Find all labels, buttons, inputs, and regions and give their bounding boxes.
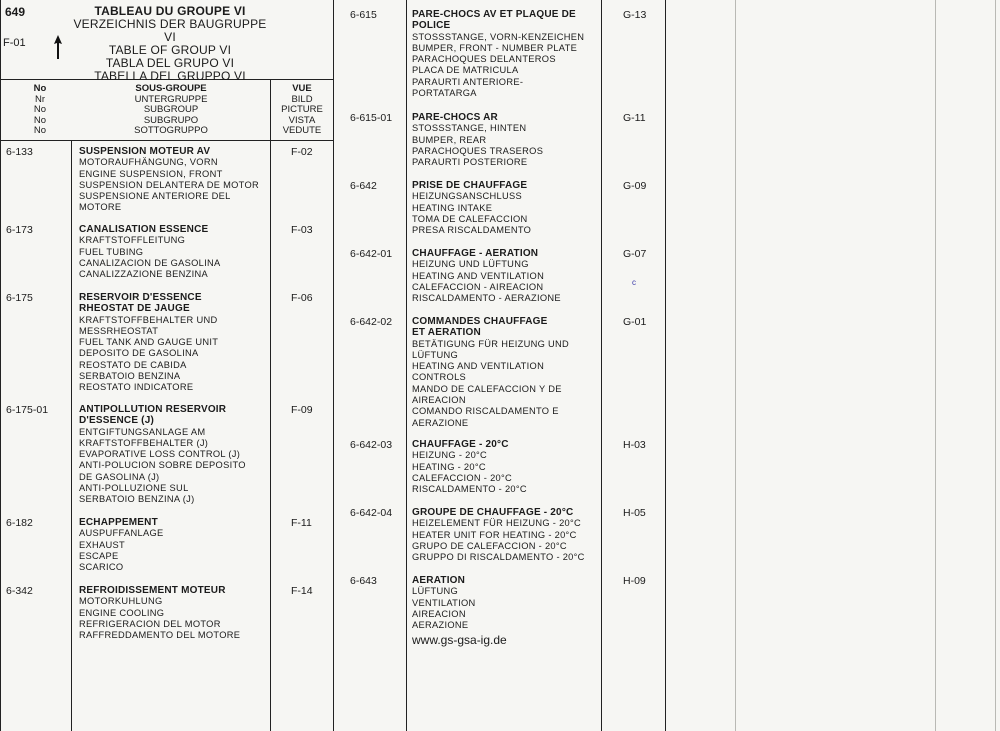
subgroup-translation: CONTROLS [412,372,467,383]
subgroup-translation: DEPOSITO DE GASOLINA [79,348,199,359]
subgroup-title: GROUPE DE CHAUFFAGE - 20°C [412,507,574,518]
col-sg-en: SUBGROUP [143,104,199,115]
subgroup-code: 6-342 [6,585,33,597]
subgroup-translation: ENGINE COOLING [79,607,165,618]
subgroup-translation: HEIZUNG UND LÜFTUNG [412,259,529,270]
subgroup-title: PARE-CHOCS AV ET PLAQUE DE [412,9,576,20]
subgroup-code: 6-173 [6,224,33,236]
rule-code-left [71,141,72,731]
subgroup-translation: MESSRHEOSTAT [79,325,159,336]
subgroup-code: 6-175-01 [6,404,49,416]
subgroup-translation: PARAURTI POSTERIORE [412,157,528,168]
subgroup-title: ANTIPOLLUTION RESERVOIR [79,404,227,415]
subgroup-description [79,404,246,506]
subgroup-code: 6-182 [6,517,33,529]
subgroup-code: 6-175 [6,292,33,304]
rule-colhdr-bottom [0,140,333,141]
col-vue-en: PICTURE [281,104,323,115]
col-sg-es: SUBGRUPO [143,114,199,126]
view-reference: G-09 [623,180,647,192]
up-arrow-icon [54,35,62,59]
subgroup-translation: STOSSSTANGE, VORN-KENZEICHEN [412,31,585,42]
title-it: TABELLA DEL GRUPPO VI [94,69,246,83]
col-header-no [20,84,60,137]
view-reference: F-14 [291,585,313,597]
subgroup-translation: HEATING AND VENTILATION [412,361,545,372]
subgroup-translation: BUMPER, FRONT - NUMBER PLATE [412,42,578,53]
subgroup-translation: HEIZUNGSANSCHLUSS [412,191,522,202]
view-reference: G-13 [623,9,647,21]
subgroup-description [79,517,164,573]
col-vue-it: VEDUTE [282,125,322,136]
border-left [0,0,1,731]
subgroup-translation: MOTORE [79,202,122,213]
view-reference: F-02 [291,146,313,158]
view-reference: F-09 [291,404,313,416]
subgroup-code: 6-615-01 [350,112,393,124]
subgroup-code: 6-643 [350,575,377,587]
view-reference: F-11 [291,517,312,529]
subgroup-title: PRISE DE CHAUFFAGE [412,180,528,191]
subgroup-translation: BETÄTIGUNG FÜR HEIZUNG UND [412,338,570,349]
subgroup-translation: RISCALDAMENTO - 20°C [412,484,527,495]
subgroup-code: 6-642-03 [350,439,393,451]
view-reference: G-07 [623,248,647,260]
subgroup-translation: HEIZELEMENT FÜR HEIZUNG - 20°C [412,518,582,529]
subgroup-title: POLICE [412,20,451,32]
subgroup-description [412,248,561,304]
subgroup-code: 6-642-04 [350,507,393,519]
subgroup-translation: PARACHOQUES TRASEROS [412,145,544,156]
view-reference: G-11 [623,112,646,124]
subgroup-translation: REFRIGERACION DEL MOTOR [79,618,221,629]
subgroup-description [412,180,531,236]
rule-page-split [333,0,334,731]
title-fr: TABLEAU DU GROUPE VI [94,4,246,18]
subgroup-translation: AUSPUFFANLAGE [79,528,164,539]
subgroup-description [412,575,476,631]
subgroup-translation: SUSPENSIONE ANTERIORE DEL [79,191,231,202]
subgroup-translation: CANALIZZAZIONE BENZINA [79,269,209,280]
subgroup-description [412,112,543,168]
subgroup-translation: COMANDO RISCALDAMENTO E [412,406,559,417]
subgroup-translation: CANALIZACION DE GASOLINA [79,257,221,268]
subgroup-code: 6-642-02 [350,316,393,328]
subgroup-description [412,316,569,429]
col-sg-it: SOTTOGRUPPO [134,125,208,136]
subgroup-translation: HEATING AND VENTILATION [412,270,545,281]
subgroup-translation: HEATING - 20°C [412,461,486,472]
subgroup-translation: HEATING INTAKE [412,202,493,213]
subgroup-translation: AIREACION [412,608,466,619]
subgroup-translation: STOSSSTANGE, HINTEN [412,123,527,134]
website-watermark: www.gs-gsa-ig.de [412,633,507,647]
rule-extra-3 [935,0,936,731]
subgroup-translation: GRUPO DE CALEFACCION - 20°C [412,540,567,551]
group-titles [70,5,270,83]
subgroup-translation: FUEL TANK AND GAUGE UNIT [79,337,219,348]
subgroup-translation: MOTORKUHLUNG [79,596,163,607]
subgroup-code: 6-133 [6,146,33,158]
subgroup-title: SUSPENSION MOTEUR AV [79,146,211,157]
subgroup-title: CHAUFFAGE - AERATION [412,248,539,259]
col-sg-de: UNTERGRUPPE [134,93,208,105]
subgroup-translation: TOMA DE CALEFACCION [412,213,528,224]
subgroup-title: REFROIDISSEMENT MOTEUR [79,585,226,596]
title-en: TABLE OF GROUP VI [108,43,232,57]
subgroup-translation: EVAPORATIVE LOSS CONTROL (J) [79,449,241,460]
subgroup-code: 6-615 [350,9,377,21]
subgroup-title: ET AERATION [412,327,481,339]
rule-code-right [406,0,407,731]
subgroup-translation: PORTATARGA [412,88,477,99]
subgroup-translation: RISCALDAMENTO - AERAZIONE [412,293,561,304]
subgroup-description [412,439,527,495]
col-vue-de: BILD [291,93,313,105]
subgroup-translation: AIREACION [412,395,466,406]
page-number: 649 [5,5,26,19]
subgroup-translation: HEIZUNG - 20°C [412,450,488,461]
col-no-it: No [33,125,47,136]
figure-ref: F-01 [3,37,26,49]
subgroup-translation: ANTI-POLLUZIONE SUL [79,483,189,494]
subgroup-title: ECHAPPEMENT [79,517,158,528]
subgroup-title: COMMANDES CHAUFFAGE [412,316,548,327]
subgroup-title: RESERVOIR D'ESSENCE [79,292,202,303]
subgroup-translation: SCARICO [79,562,124,573]
view-reference: H-03 [623,439,646,451]
margin-mark: c [632,278,636,287]
subgroup-description [79,292,218,394]
col-vue-fr: VUE [292,83,312,94]
subgroup-translation: MANDO DE CALEFACCION Y DE [412,383,562,394]
subgroup-translation: KRAFTSTOFFBEHALTER UND [79,314,218,325]
subgroup-translation: AERAZIONE [412,417,469,428]
col-no-es: No [33,114,47,126]
subgroup-translation: LÜFTUNG [412,349,459,360]
subgroup-translation: KRAFTSTOFFBEHALTER (J) [79,437,209,448]
col-vue-es: VISTA [288,114,316,126]
subgroup-translation: ESCAPE [79,550,119,561]
title-es: TABLA DEL GRUPO VI [105,56,235,70]
rule-vue-left [270,80,271,731]
subgroup-translation: SERBATOIO BENZINA [79,371,181,382]
subgroup-description [412,507,585,563]
view-reference: F-03 [291,224,313,236]
subgroup-translation: MOTORAUFHÄNGUNG, VORN [79,157,218,168]
col-sg-fr: SOUS-GROUPE [135,83,207,94]
subgroup-translation: CALEFACCION - 20°C [412,472,513,483]
subgroup-code: 6-642 [350,180,377,192]
col-no-de: Nr [34,93,46,105]
rule-extra-1 [665,0,666,731]
subgroup-translation: BUMPER, REAR [412,134,487,145]
view-reference: F-06 [291,292,313,304]
subgroup-translation: EXHAUST [79,539,126,550]
subgroup-title: D'ESSENCE (J) [79,415,154,427]
subgroup-title: CANALISATION ESSENCE [79,224,209,235]
rule-vue-right [601,0,602,731]
view-reference: H-05 [623,507,646,519]
subgroup-description [79,224,221,280]
subgroup-translation: ANTI-POLUCION SOBRE DEPOSITO [79,460,246,471]
subgroup-description [79,585,240,641]
view-reference: H-09 [623,575,646,587]
subgroup-title: CHAUFFAGE - 20°C [412,439,509,450]
subgroup-translation: ENGINE SUSPENSION, FRONT [79,168,223,179]
col-no-fr: No [33,83,47,94]
subgroup-translation: PRESA RISCALDAMENTO [412,225,532,236]
title-de: VERZEICHNIS DER BAUGRUPPE VI [73,17,267,44]
subgroup-translation: KRAFTSTOFFLEITUNG [79,235,186,246]
rule-extra-4 [995,0,996,731]
view-reference: G-01 [623,316,647,328]
col-no-en: No [33,104,47,115]
subgroup-translation: AERAZIONE [412,620,469,631]
subgroup-title: PARE-CHOCS AR [412,112,498,123]
subgroup-code: 6-642-01 [350,248,393,260]
subgroup-translation: RAFFREDDAMENTO DEL MOTORE [79,630,241,641]
subgroup-translation: VENTILATION [412,597,476,608]
subgroup-translation: CALEFACCION - AIREACION [412,281,544,292]
rule-extra-2 [735,0,736,731]
subgroup-description [412,9,584,99]
subgroup-translation: GRUPPO DI RISCALDAMENTO - 20°C [412,552,585,563]
subgroup-title: RHEOSTAT DE JAUGE [79,303,190,315]
subgroup-translation: PARACHOQUES DELANTEROS [412,54,556,65]
subgroup-translation: HEATER UNIT FOR HEATING - 20°C [412,529,577,540]
subgroup-translation: SERBATOIO BENZINA (J) [79,494,195,505]
subgroup-title: AERATION [412,575,466,586]
subgroup-translation: LÜFTUNG [412,586,459,597]
subgroup-translation: ENTGIFTUNGSANLAGE AM [79,426,206,437]
subgroup-translation: PLACA DE MATRICULA [412,65,519,76]
subgroup-translation: REOSTATO DE CABIDA [79,359,187,370]
col-header-vue [271,84,333,137]
subgroup-translation: DE GASOLINA (J) [79,471,160,482]
col-header-subgroup [72,84,270,137]
subgroup-translation: PARAURTI ANTERIORE- [412,76,524,87]
subgroup-description [79,146,259,214]
subgroup-translation: SUSPENSION DELANTERA DE MOTOR [79,179,260,190]
subgroup-translation: REOSTATO INDICATORE [79,382,194,393]
subgroup-translation: FUEL TUBING [79,246,144,257]
